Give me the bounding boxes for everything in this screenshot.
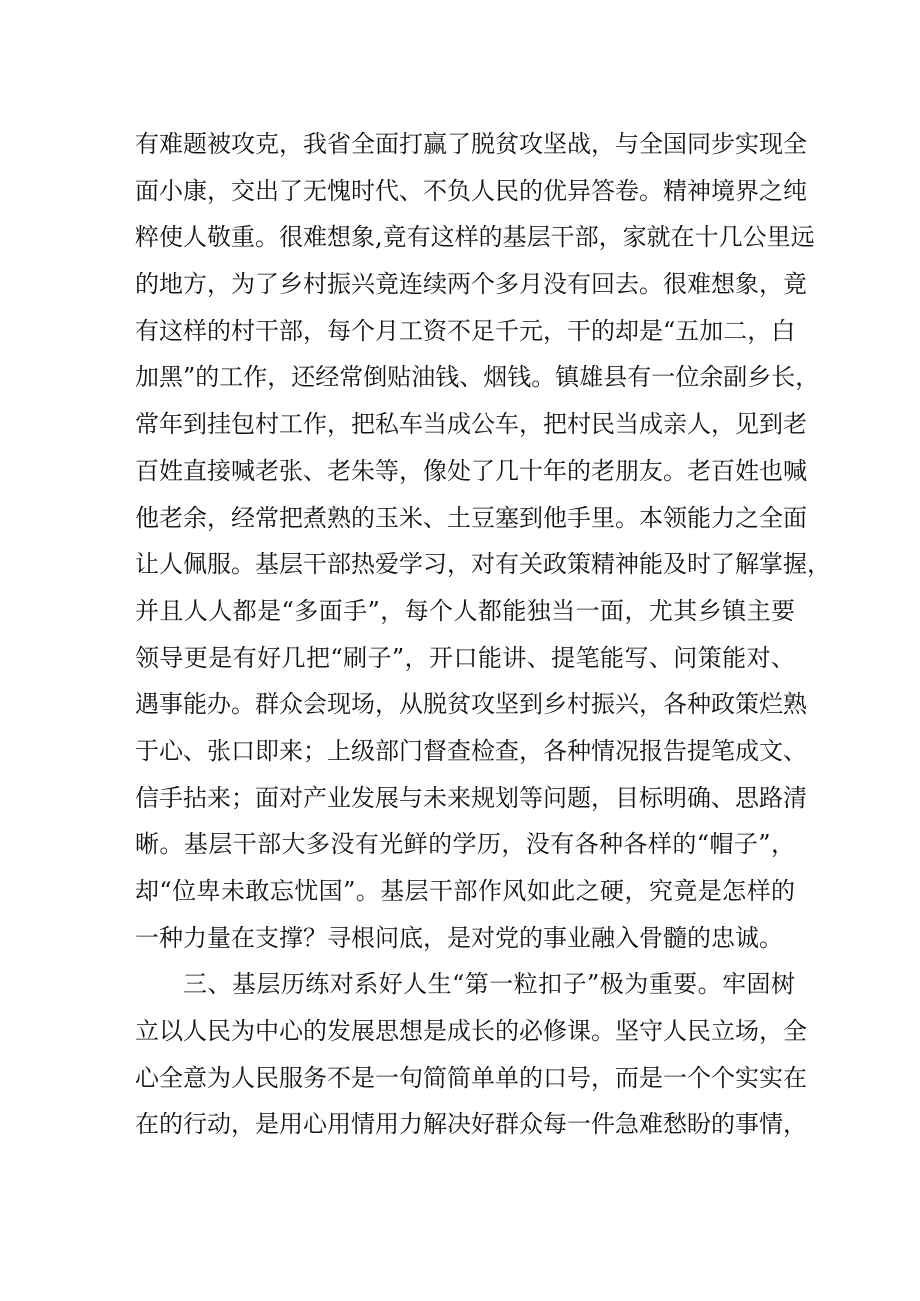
- text-line: 却“位卑未敢忘忧国”。基层干部作风如此之硬，究竟是怎样的: [135, 877, 795, 905]
- text-line: 立以人民为中心的发展思想是成长的必修课。坚守人民立场，全: [135, 1017, 807, 1046]
- text-line: 在的行动，是用心用情用力解决好群众每一件急难愁盼的事情，: [135, 1110, 807, 1139]
- text-line: 晰。基层干部大多没有光鲜的学历，没有各种各样的“帽子”，: [135, 830, 795, 859]
- text-line: 一种力量在支撑？寻根问底，是对党的事业融入骨髓的忠诚。: [135, 923, 783, 952]
- text-line: 加黑”的工作，还经常倒贴油钱、烟钱。镇雄县有一位余副乡长，: [135, 363, 820, 392]
- body-text: [135, 121, 831, 1148]
- text-line: 让人佩服。基层干部热爱学习，对有关政策精神能及时了解掌握，: [135, 550, 831, 579]
- text-line: 的地方，为了乡村振兴竟连续两个多月没有回去。很难想象，竟: [135, 270, 807, 299]
- text-line: 面小康，交出了无愧时代、不负人民的优异答卷。精神境界之纯: [135, 176, 807, 205]
- text-line: 百姓直接喊老张、老朱等，像处了几十年的老朋友。老百姓也喊: [135, 456, 807, 485]
- text-line: 粹使人敬重。很难想象,竟有这样的基层干部，家就在十几公里远: [135, 223, 815, 252]
- text-line: 遇事能办。群众会现场，从脱贫攻坚到乡村振兴，各种政策烂熟: [135, 690, 807, 719]
- text-line: 常年到挂包村工作，把私车当成公车，把村民当成亲人，见到老: [135, 410, 807, 439]
- text-line: 心全意为人民服务不是一句简简单单的口号，而是一个个实实在: [135, 1063, 807, 1092]
- text-line: 领导更是有好几把“刷子”，开口能讲、提笔能写、问策能对、: [135, 643, 795, 672]
- text-line: 并且人人都是“多面手”，每个人都能独当一面，尤其乡镇主要: [135, 596, 795, 625]
- paragraph: [135, 961, 807, 1148]
- text-line: 三、基层历练对系好人生“第一粒扣子”极为重要。牢固树: [183, 970, 795, 999]
- text-line: 他老余，经常把煮熟的玉米、土豆塞到他手里。本领能力之全面: [135, 503, 807, 532]
- text-line: 于心、张口即来；上级部门督查检查，各种情况报告提笔成文、: [135, 736, 807, 765]
- text-line: 有难题被攻克，我省全面打赢了脱贫攻坚战，与全国同步实现全: [135, 130, 807, 158]
- text-line: 信手拈来；面对产业发展与未来规划等问题，目标明确、思路清: [135, 783, 807, 812]
- text-line: 有这样的村干部，每个月工资不足千元，干的却是“五加二，白: [135, 316, 796, 345]
- paragraph: [135, 121, 831, 961]
